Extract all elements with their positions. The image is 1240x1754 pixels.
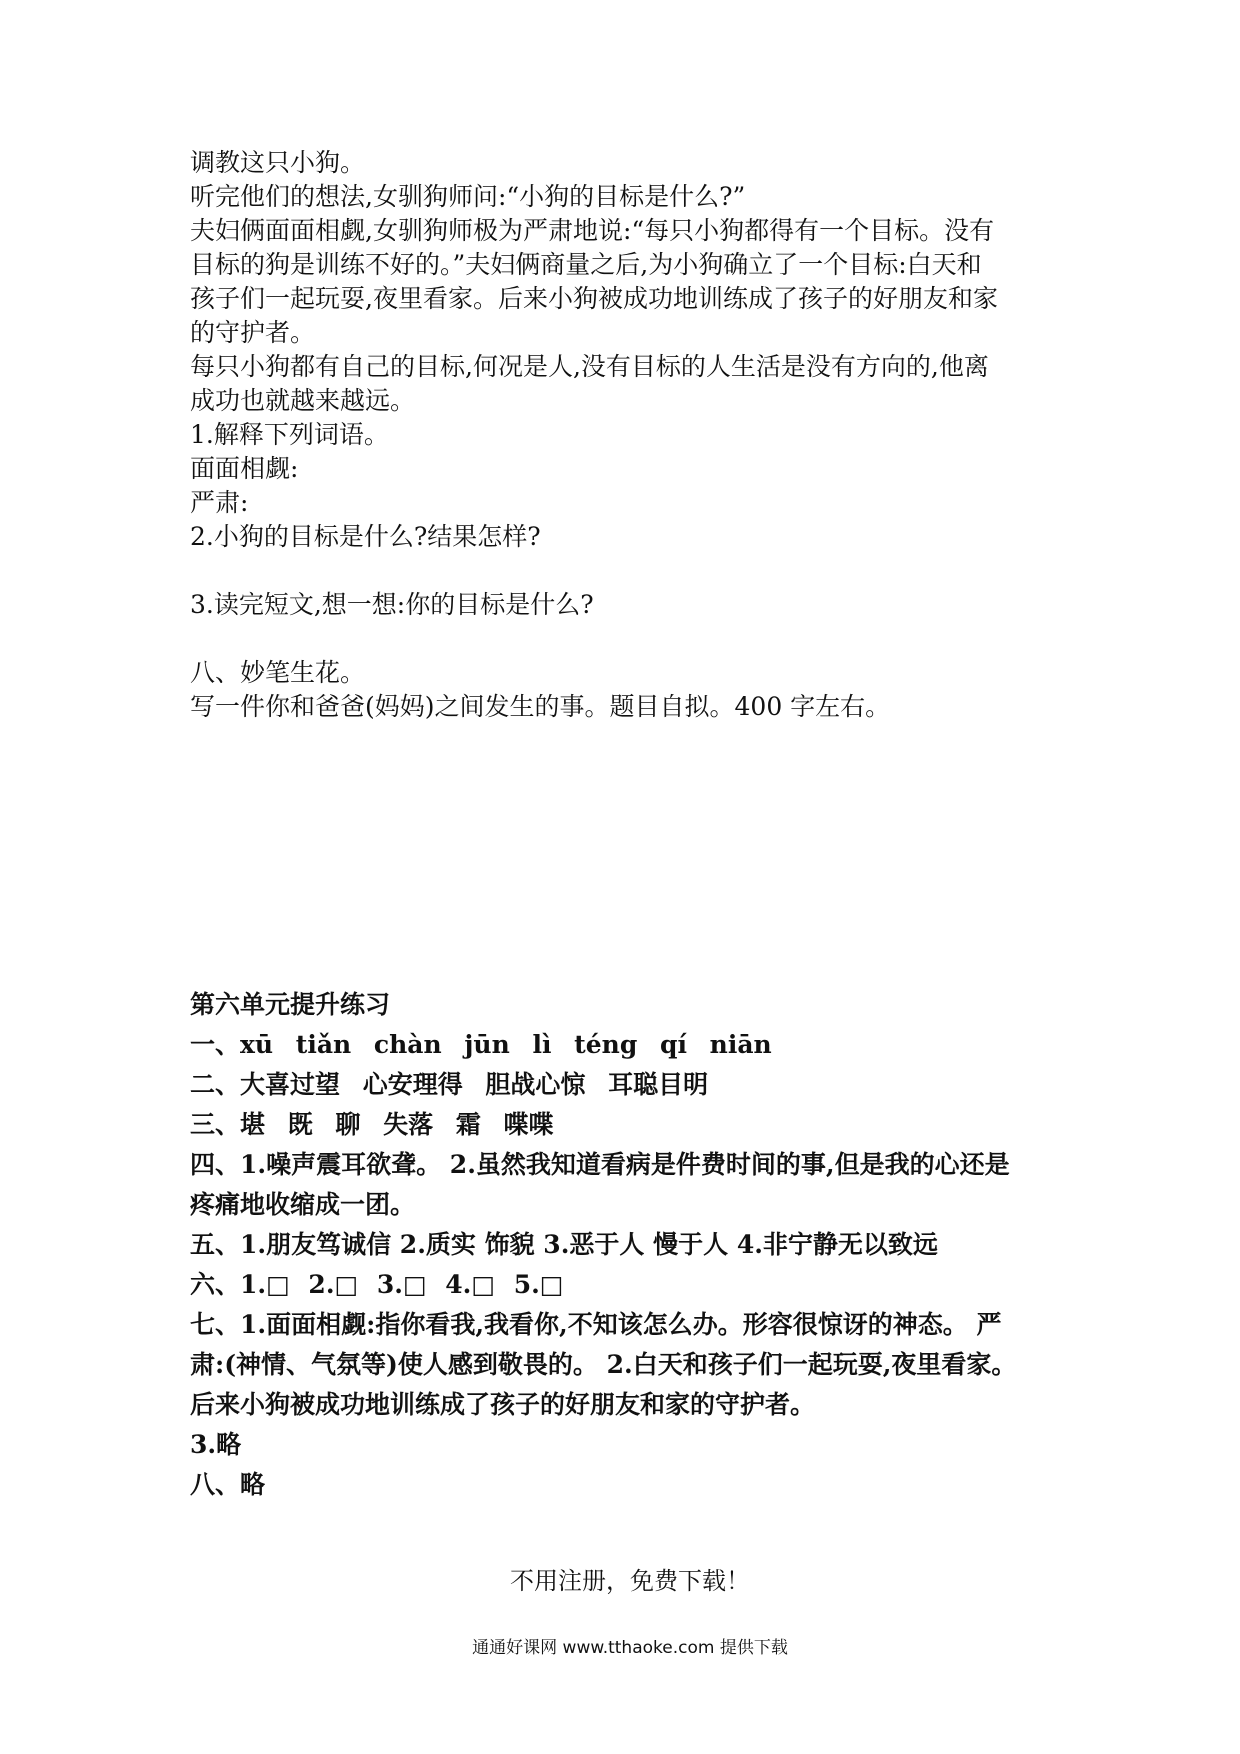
passage-line: 听完他们的想法,女驯狗师问:“小狗的目标是什么?” (190, 182, 746, 211)
answer-line: 三、堪 既 聊 失落 霜 喋喋 (190, 1110, 554, 1139)
passage-line: 目标的狗是训练不好的。”夫妇俩商量之后,为小狗确立了一个目标:白天和 (190, 250, 982, 279)
answer-line: 后来小狗被成功地训练成了孩子的好朋友和家的守护者。 (190, 1390, 816, 1419)
answer-line: 四、1.噪声震耳欲聋。 2.虽然我知道看病是件费时间的事,但是我的心还是 (190, 1150, 1010, 1179)
passage-line: 夫妇俩面面相觑,女驯狗师极为严肃地说:“每只小狗都得有一个目标。没有 (190, 216, 995, 245)
reading-passage (190, 146, 1010, 724)
question-1-term-b: 严肃: (190, 488, 249, 517)
passage-line: 孩子们一起玩耍,夜里看家。后来小狗被成功地训练成了孩子的好朋友和家 (190, 284, 998, 313)
question-1: 1.解释下列词语。 (190, 420, 389, 449)
question-1-term-a: 面面相觑: (190, 454, 299, 483)
answer-space (190, 622, 1010, 656)
answer-line: 肃:(神情、气氛等)使人感到敬畏的。 2.白天和孩子们一起玩耍,夜里看家。 (190, 1350, 1017, 1379)
download-note: 不用注册，免费下载！ (510, 1567, 750, 1595)
passage-line: 调教这只小狗。 (190, 148, 366, 177)
passage-line: 的守护者。 (190, 318, 316, 347)
section-8-body: 写一件你和爸爸(妈妈)之间发生的事。题目自拟。400 字左右。 (190, 692, 891, 721)
answer-line: 一、xū tiǎn chàn jūn lì téng qí niān (190, 1030, 772, 1059)
answer-line: 七、1.面面相觑:指你看我,我看你,不知该怎么办。形容很惊讶的神态。 严 (190, 1310, 1002, 1339)
passage-line: 成功也就越来越远。 (190, 386, 416, 415)
passage-line: 每只小狗都有自己的目标,何况是人,没有目标的人生活是没有方向的,他离 (190, 352, 989, 381)
answer-line: 六、1.□ 2.□ 3.□ 4.□ 5.□ (190, 1270, 564, 1299)
answer-line: 二、大喜过望 心安理得 胆战心惊 耳聪目明 (190, 1070, 709, 1099)
answer-line: 八、略 (190, 1470, 266, 1499)
answer-line: 疼痛地收缩成一团。 (190, 1190, 416, 1219)
answer-line: 五、1.朋友笃诚信 2.质实 饰貌 3.恶于人 慢于人 4.非宁静无以致远 (190, 1230, 938, 1259)
question-2: 2.小狗的目标是什么?结果怎样? (190, 522, 541, 551)
answer-space (190, 554, 1010, 588)
footer-text: 通通好课网 www.tthaoke.com 提供下载 (472, 1638, 788, 1658)
answer-key (190, 985, 1017, 1505)
answer-key-title: 第六单元提升练习 (190, 990, 391, 1019)
question-3: 3.读完短文,想一想:你的目标是什么? (190, 590, 594, 619)
section-8-title: 八、妙笔生花。 (190, 658, 366, 687)
answer-line: 3.略 (190, 1430, 242, 1459)
